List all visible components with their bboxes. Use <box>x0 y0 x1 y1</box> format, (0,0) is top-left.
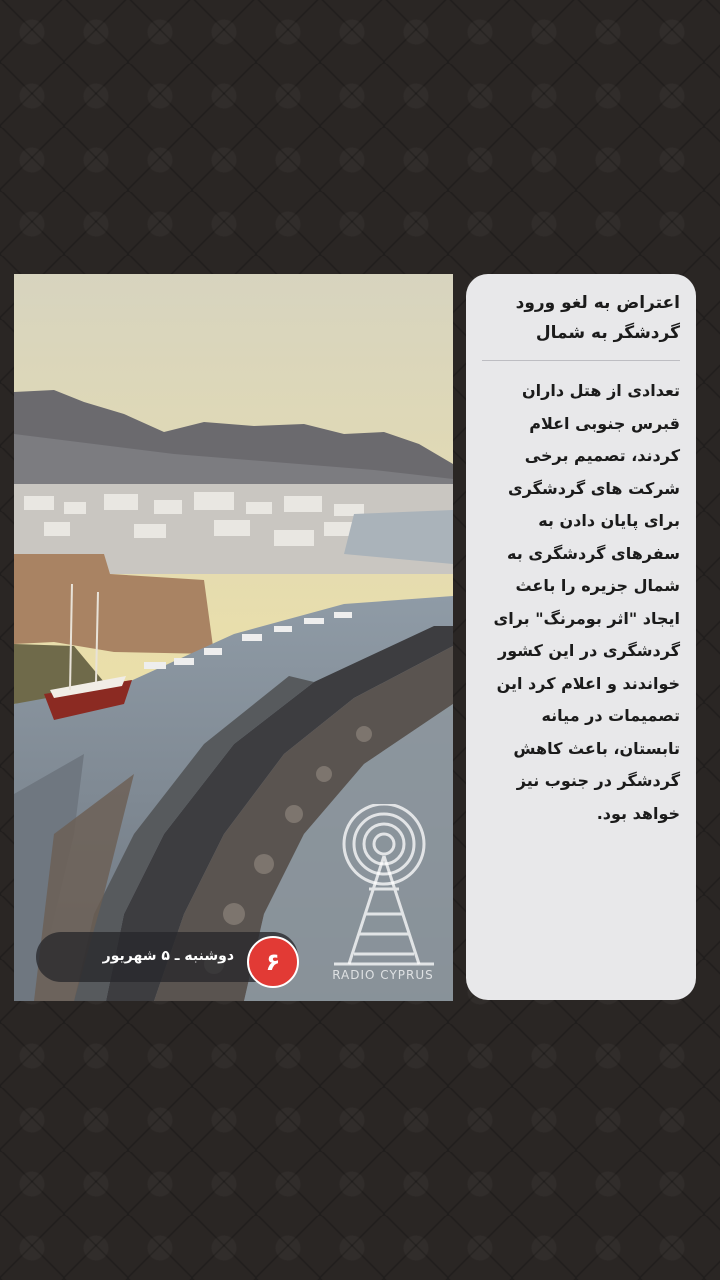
title-divider <box>482 360 680 361</box>
date-label: دوشنبه ـ ۵ شهریور <box>102 948 234 964</box>
channel-logo-icon <box>247 936 299 988</box>
news-title: اعتراض به لغو ورود گردشگر به شمال <box>515 293 680 343</box>
news-photo <box>14 274 453 1001</box>
news-body: تعدادی از هتل داران قبرس جنوبی اعلام کردند، تصمیم برخی شرکت های گردشگری برای پایان دادن به سفرهای گردشگری به شمال جزیره را باعث ایجاد "اثر بومرنگ" برای گردشگری در این کشور خواندند و اعلام کرد این تصمیمات در میانه تابستان، باعث کاهش گردشگر در جنوب نیز خواهد بود. <box>493 381 680 823</box>
news-text-card <box>466 274 696 1000</box>
radio-tower-icon <box>314 804 453 984</box>
channel-logo-text: ۶ <box>265 948 281 976</box>
watermark-text: RADIO CYPRUS <box>332 968 434 982</box>
